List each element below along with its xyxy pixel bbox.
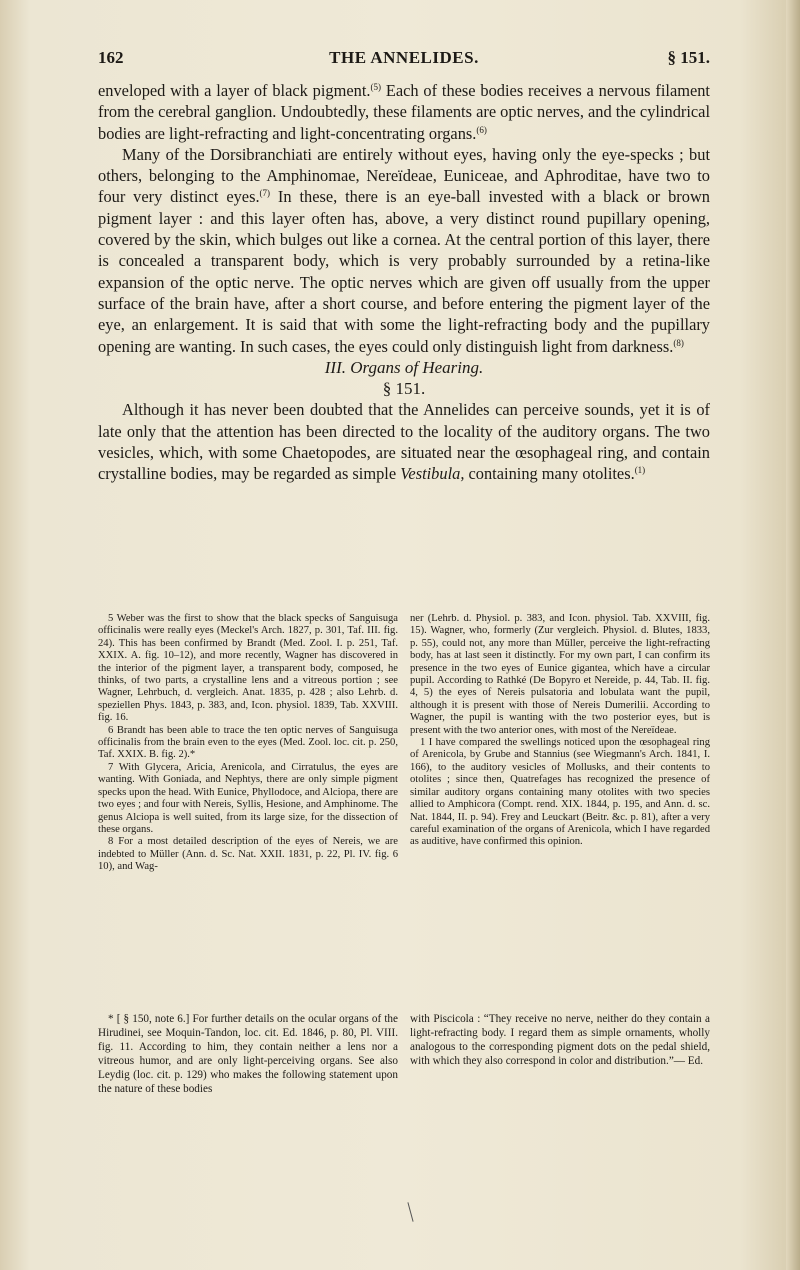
paragraph-2: Many of the Dorsibranchiati are entirely without eyes, having only the eye-specks ; but others, belonging to the Amphinomae, Nereïdeae, Euniceae, and Aphroditae, have two to four very distinct eyes.$^{(7)}$ In these, there is an eye-ball invested with a black or brown pigment layer : and this layer often has, above, a very distinct round pupillary opening, covered by the skin, which bulges out like a cornea. At the central portion of this layer, there is concealed a transparent body, which is very probably surrounded by a retina-like expansion of the optic nerve. The optic nerves which are given off usually from the upper surface of the brain have, after a short course, and before entering the pigment layer of the eye, an enlargement. It is said that with some the light-refracting body and the pupillary opening are wanting. In such cases, the eyes could only distinguish light from darkness.$^{(8)}$ bbox=[98, 144, 710, 356]
section-number: § 151. bbox=[667, 48, 710, 67]
note-ref-6: (6) bbox=[476, 124, 487, 135]
editor-note-right: with Piscicola : “They receive no nerve, neither do they contain a light-refracting body. I regard them as simple ornaments, wholly analogous to the corresponding pigment dots on the pedal shield, with which they also correspond in color and distribution.”— Ed. bbox=[410, 1013, 710, 1068]
note-ref-7: (7) bbox=[259, 188, 271, 199]
paragraph-3: Although it has never been doubted that the Annelides can perceive sounds, yet it is of late only that the attention has been directed to the locality of the auditory organs. The two vesicles, which, with some Chaetopodes, are situated near the œsophageal ring, and contain crystalline bodies, may be regarded as simple Vestibula, containing many otolites.$^{(1)}$ bbox=[98, 400, 710, 484]
footnotes-left-column bbox=[98, 613, 398, 874]
note-ref-5: (5) bbox=[370, 82, 381, 92]
page-number: 162 bbox=[98, 48, 124, 67]
footnote-8-start: 8 For a most detailed description of the eyes of Nereis, we are indebted to Müller (Ann. d. Sc. Nat. XXII. 1831, p. 22, Pl. IV. fig. 6 10), and Wag- bbox=[98, 836, 398, 873]
footnotes bbox=[98, 613, 710, 874]
footnote-7: 7 With Glycera, Aricia, Arenicola, and Cirratulus, the eyes are wanting. With Goniada, and Nephtys, there are only simple pigment specks upon the head. With Eunice, Phyllodoce, and Alciopa, there are two eyes ; and four with Nereis, Syllis, Hesione, and Amphinome. The genus Alciopa is well suited, from its large size, for the dissection of these organs. bbox=[98, 761, 398, 835]
editor-note bbox=[98, 1012, 710, 1097]
footnotes-right-column bbox=[410, 613, 710, 874]
footnote-1: 1 I have compared the swellings noticed upon the œsophageal ring of Arenicola, by Grube and Stannius (see Wiegmann's Arch. 1841, I. 166), to the auditory vesicles of Mollusks, and their contents to otolites ; since then, Quatrefages has recognized the presence of similar auditory organs containing many otolites with two species allied to Amphicora (Compt. rend. XIX. 1844, p. 195, and Ann. d. sc. Nat. 1844, II. p. 94). Frey and Leuckart (Beitr. &c. p. 81), after a very careful examination of the organs of Arenicola, which I have regarded as auditive, have confirmed this opinion. bbox=[410, 737, 710, 848]
footnote-5: 5 Weber was the first to show that the black specks of Sanguisuga officinalis were really eyes (Meckel's Arch. 1827, p. 301, Taf. III. fig. 24). This has been confirmed by Brandt (Med. Zool. I. p. 251, Taf. XXIX. A. fig. 10–12), and more recently, Wagner has discovered in the interior of the pigment layer, a transparent body, composed, he thinks, of two parts, a crystalline lens and a vitreous portion ; see Wagner, Lehrbuch, d. vergleich. Anat. 1835, p. 428 ; also Lehrb. d. speziellen Phys. 1843, p. 383, and, Icon. physiol. 1839, Tab. XXVIII. fig. 16. bbox=[98, 613, 398, 724]
running-title: THE ANNELIDES. bbox=[329, 48, 479, 67]
main-text bbox=[98, 80, 710, 485]
paragraph-1: enveloped with a layer of black pigment.$^{(5)}$ Each of these bodies receives a nervous filament from the cerebral ganglion. Undoubtedly, these filaments are optic nerves, and the cylindrical bodies are light-refracting and light-concentrating organs.$^{(6)}$ bbox=[98, 81, 710, 143]
note-ref-1: (1) bbox=[634, 465, 646, 476]
chapter-heading: III. Organs of Hearing. bbox=[324, 357, 484, 377]
page-edge bbox=[786, 0, 800, 1270]
running-header bbox=[98, 48, 710, 70]
footnote-8-cont: ner (Lehrb. d. Physiol. p. 383, and Icon. physiol. Tab. XXVIII, fig. 15). Wagner, who, formerly (Zur vergleich. Physiol. d. Blutes, 1833, p. 55), could not, any more than Müller, perceive the light-refracting body, has at last seen it distinctly. For my own part, I can confirm its presence in the two eyes of Eunice gigantea, which have a circular pupil. According to Rathké (De Bopyro et Nereide, p. 44, Tab. II. fig. 4, 5) the eyes of Nereis pulsatoria and lobulata want the pupil, although it is present with those of Nereis Dumerilii. According to Wagner, the pupil is wanting with the two posterior eyes, but is present with the two anterior ones, with most of the Nereïdeae. bbox=[410, 613, 710, 736]
note-ref-8: (8) bbox=[673, 337, 684, 348]
section-heading: § 151. bbox=[382, 379, 426, 399]
editor-note-left: * [ § 150, note 6.] For further details on the ocular organs of the Hirudinei, see Moquin-Tandon, loc. cit. Ed. 1846, p. 80, Pl. VIII. fig. 11. According to him, they contain neither a lens nor a vitreous humor, and are only light-perceiving organs. See also Leydig (loc. cit. p. 129) who makes the following statement upon the nature of these bodies bbox=[98, 1013, 398, 1096]
pencil-mark bbox=[407, 1202, 413, 1222]
footnote-6: 6 Brandt has been able to trace the ten optic nerves of Sanguisuga officinalis from the brain even to the eyes (Med. Zool. loc. cit. p. 250, Taf. XXIX. B. fig. 2).* bbox=[98, 724, 398, 761]
